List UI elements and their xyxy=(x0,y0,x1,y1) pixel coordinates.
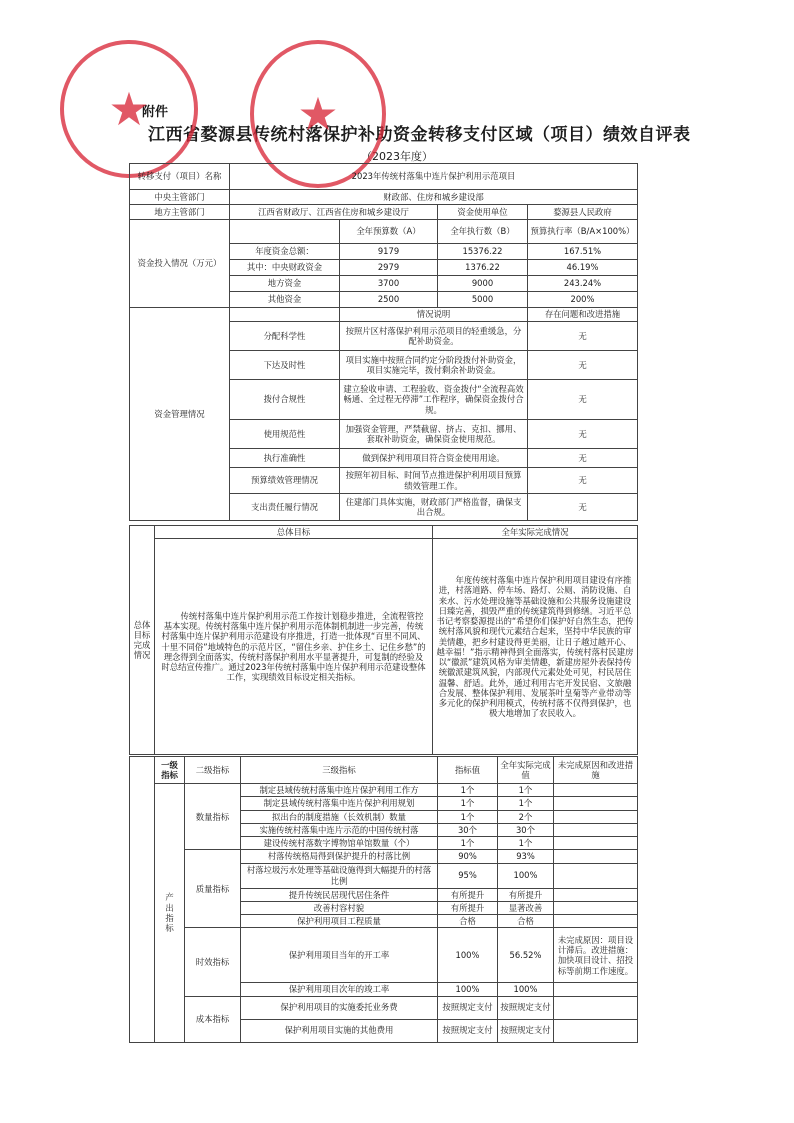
ind-row-target: 1个 xyxy=(438,784,498,797)
ind-row-reason xyxy=(554,996,638,1019)
funds-row-rate: 243.24% xyxy=(528,276,638,292)
ind-row-actual: 56.52% xyxy=(498,928,554,983)
funds-row-exec: 15376.22 xyxy=(438,244,528,260)
ind-row-actual: 按照规定支付 xyxy=(498,996,554,1019)
goals-label: 总体目标完成情况 xyxy=(130,526,155,755)
ind-row-target: 1个 xyxy=(438,837,498,850)
management-row-name: 预算绩效管理情况 xyxy=(230,468,340,494)
ind-row-reason xyxy=(554,983,638,996)
ind-row-reason xyxy=(554,850,638,863)
funds-row-rate: 200% xyxy=(528,292,638,308)
management-row-desc: 按照片区村落保护利用示范项目的轻重缓急，分配补助资金。 xyxy=(340,322,528,351)
management-col-desc: 情况说明 xyxy=(340,308,528,322)
ind-row-reason xyxy=(554,784,638,797)
ind-row-reason xyxy=(554,901,638,914)
ind-col-l3: 三级指标 xyxy=(241,757,438,784)
ind-row-name: 保护利用项目当年的开工率 xyxy=(241,928,438,983)
local-dept-label: 地方主管部门 xyxy=(130,205,230,220)
ind-row-reason xyxy=(554,915,638,928)
project-name-label: 转移支付（项目）名称 xyxy=(130,164,230,190)
ind-row-name: 实施传统村落集中连片示范的中国传统村落 xyxy=(241,823,438,836)
ind-row-reason xyxy=(554,797,638,810)
fund-unit-value: 婺源县人民政府 xyxy=(528,205,638,220)
funds-row-exec: 5000 xyxy=(438,292,528,308)
management-row-desc: 按照年初目标、时间节点推进保护利用项目预算绩效管理工作。 xyxy=(340,468,528,494)
ind-row-name: 提升传统民居现代居住条件 xyxy=(241,888,438,901)
central-dept-value: 财政部、住房和城乡建设部 xyxy=(230,190,638,205)
ind-row-name: 保护利用项目次年的竣工率 xyxy=(241,983,438,996)
star-icon: ★ xyxy=(297,87,339,141)
funds-row-name: 年度资金总额： xyxy=(230,244,340,260)
management-label: 资金管理情况 xyxy=(130,308,230,521)
ind-row-target: 按照规定支付 xyxy=(438,996,498,1019)
management-row-name: 执行准确性 xyxy=(230,449,340,468)
management-row-issue: 无 xyxy=(528,449,638,468)
ind-row-actual: 有所提升 xyxy=(498,888,554,901)
ind-row-name: 建设传统村落数字博物馆单馆数量（个） xyxy=(241,837,438,850)
management-row-issue: 无 xyxy=(528,380,638,420)
fund-unit-label: 资金使用单位 xyxy=(438,205,528,220)
ind-row-actual: 100% xyxy=(498,863,554,888)
ind-l1-output: 产出指标 xyxy=(155,784,185,1043)
ind-row-actual: 显著改善 xyxy=(498,901,554,914)
management-row-issue: 无 xyxy=(528,351,638,380)
ind-row-name: 改善村容村貌 xyxy=(241,901,438,914)
management-row-issue: 无 xyxy=(528,468,638,494)
funds-col-exec: 全年执行数（B） xyxy=(438,220,528,244)
management-row-desc: 加强资金管理，严禁截留、挤占、克扣、挪用、套取补助资金，确保资金使用规范。 xyxy=(340,420,528,449)
ind-row-reason: 未完成原因：项目设计滞后。改进措施：加快项目设计、招投标等前期工作速度。 xyxy=(554,928,638,983)
funds-row-budget: 2979 xyxy=(340,260,438,276)
ind-row-reason xyxy=(554,823,638,836)
ind-row-target: 1个 xyxy=(438,797,498,810)
ind-group-name: 时效指标 xyxy=(185,928,241,996)
management-row-issue: 无 xyxy=(528,494,638,521)
funds-row-exec: 1376.22 xyxy=(438,260,528,276)
ind-row-target: 90% xyxy=(438,850,498,863)
ind-row-name: 保护利用项目的实施委托业务费 xyxy=(241,996,438,1019)
ind-row-target: 100% xyxy=(438,983,498,996)
indicators-table xyxy=(129,756,638,1043)
management-row-desc: 做到保护利用项目符合资金使用用途。 xyxy=(340,449,528,468)
goals-col-goal: 总体目标 xyxy=(155,526,433,539)
goals-col-actual: 全年实际完成情况 xyxy=(433,526,638,539)
ind-row-name: 保护利用项目工程质量 xyxy=(241,915,438,928)
ind-row-reason xyxy=(554,837,638,850)
ind-row-reason xyxy=(554,1019,638,1042)
ind-row-actual: 合格 xyxy=(498,915,554,928)
funds-row-name: 地方资金 xyxy=(230,276,340,292)
funds-row-budget: 2500 xyxy=(340,292,438,308)
ind-col-actual: 全年实际完成值 xyxy=(498,757,554,784)
funds-row-exec: 9000 xyxy=(438,276,528,292)
ind-group-name: 数量指标 xyxy=(185,784,241,850)
ind-row-target: 30个 xyxy=(438,823,498,836)
ind-row-actual: 1个 xyxy=(498,837,554,850)
ind-group-name: 成本指标 xyxy=(185,996,241,1042)
funds-row-rate: 167.51% xyxy=(528,244,638,260)
project-name-value: 2023年传统村落集中连片保护利用示范项目 xyxy=(230,164,638,190)
management-row-issue: 无 xyxy=(528,322,638,351)
management-row-name: 分配科学性 xyxy=(230,322,340,351)
management-row-desc: 项目实施中按照合同约定分阶段拨付补助资金，项目实施完毕，拨付剩余补助资金。 xyxy=(340,351,528,380)
ind-row-actual: 30个 xyxy=(498,823,554,836)
funds-row-rate: 46.19% xyxy=(528,260,638,276)
ind-row-name: 制定县域传统村落集中连片保护利用工作方 xyxy=(241,784,438,797)
ind-row-actual: 100% xyxy=(498,983,554,996)
management-row-name: 下达及时性 xyxy=(230,351,340,380)
management-row-name: 使用规范性 xyxy=(230,420,340,449)
management-row-desc: 建立验收申请、工程验收、资金拨付“全流程高效畅通、全过程无停滞”工作程序，确保资金拨付合规。 xyxy=(340,380,528,420)
funds-row-budget: 3700 xyxy=(340,276,438,292)
management-row-name: 拨付合规性 xyxy=(230,380,340,420)
ind-row-target: 95% xyxy=(438,863,498,888)
overall-goals-table xyxy=(129,525,638,755)
management-col-issue: 存在问题和改进措施 xyxy=(528,308,638,322)
ind-row-name: 保护利用项目实施的其他费用 xyxy=(241,1019,438,1042)
ind-row-target: 100% xyxy=(438,928,498,983)
management-row-name: 支出责任履行情况 xyxy=(230,494,340,521)
ind-row-target: 按照规定支付 xyxy=(438,1019,498,1042)
goals-target-text: 传统村落集中连片保护利用示范工作按计划稳步推进，全流程管控基本实现。传统村落集中连片保护利用示范体制机制进一步完善，传统村落集中连片保护利用示范建设有序推进，打造一批体现“百里不同风、十里不同俗”地域特色的示范片区，“留住乡亲、护住乡土、记住乡愁”的理念得到全面落实，传统村落保护利用水平显著提升，可复制的经验及时总结宣传推广。通过2023年传统村落集中连片保护利用示范建设整体工作，实现绩效目标设定相关指标。 xyxy=(155,539,433,755)
ind-col-target: 指标值 xyxy=(438,757,498,784)
funds-label: 资金投入情况（万元） xyxy=(130,220,230,308)
local-dept-value: 江西省财政厅、江西省住房和城乡建设厅 xyxy=(230,205,438,220)
ind-row-target: 有所提升 xyxy=(438,901,498,914)
ind-group-name: 质量指标 xyxy=(185,850,241,928)
management-row-desc: 住建部门具体实施，财政部门严格监督，确保支出合规。 xyxy=(340,494,528,521)
ind-row-actual: 按照规定支付 xyxy=(498,1019,554,1042)
ind-row-target: 合格 xyxy=(438,915,498,928)
ind-col-reason: 未完成原因和改进措施 xyxy=(554,757,638,784)
funds-col-rate: 预算执行率（B/A×100%） xyxy=(528,220,638,244)
report-year: （2023年度） xyxy=(361,150,433,163)
ind-row-reason xyxy=(554,863,638,888)
funds-col-budget: 全年预算数（A） xyxy=(340,220,438,244)
ind-row-target: 1个 xyxy=(438,810,498,823)
ind-col-l1: 一级指标 xyxy=(155,757,185,784)
housing-bureau-seal xyxy=(60,40,198,178)
basic-info-table xyxy=(129,163,638,521)
ind-row-actual: 1个 xyxy=(498,784,554,797)
ind-row-actual: 93% xyxy=(498,850,554,863)
ind-row-reason xyxy=(554,888,638,901)
ind-col-l2: 二级指标 xyxy=(185,757,241,784)
ind-row-name: 村落垃圾污水处理等基础设施得到大幅提升的村落比例 xyxy=(241,863,438,888)
management-row-issue: 无 xyxy=(528,420,638,449)
attachment-label: 附件 xyxy=(142,105,169,120)
ind-row-actual: 1个 xyxy=(498,797,554,810)
ind-row-reason xyxy=(554,810,638,823)
goals-actual-text: 年度传统村落集中连片保护利用项目建设有序推进，村落道路、停车场、路灯、公厕、消防设施、自来水、污水处理设施等基础设施和公共服务设施建设日臻完善，损毁严重的传统建筑得到修缮。习近平总书记考察婺源提出的“希望你们保护好自然生态，把传统村落风貌和现代元素结合起来，坚持中华民族的审美情趣，把乡村建设得更美丽，让日子越过越开心、越幸福！”指示精神得到全面落实，传统村落村民建房以“徽派”建筑风格为审美情趣，新建房屋外表保持传统徽派建筑风貌，内部现代元素处处可见，村民居住温馨、舒适。此外，通过利用古宅开发民宿、文旅融合发展、整体保护利用、发展茶叶皇菊等产业带动等多元化的保护利用模式，传统村落不仅得到保护，也极大地增加了农民收入。 xyxy=(433,539,638,755)
ind-row-name: 村落传统格局得到保护提升的村落比例 xyxy=(241,850,438,863)
ind-row-name: 拟出台的制度措施（长效机制）数量 xyxy=(241,810,438,823)
central-dept-label: 中央主管部门 xyxy=(130,190,230,205)
funds-row-name: 其中：中央财政资金 xyxy=(230,260,340,276)
page-title: 江西省婺源县传统村落保护补助资金转移支付区域（项目）绩效自评表 xyxy=(148,125,691,145)
ind-row-actual: 2个 xyxy=(498,810,554,823)
ind-row-name: 制定县域传统村落集中连片保护利用规划 xyxy=(241,797,438,810)
funds-row-budget: 9179 xyxy=(340,244,438,260)
ind-row-target: 有所提升 xyxy=(438,888,498,901)
star-icon: ★ xyxy=(108,82,150,136)
funds-row-name: 其他资金 xyxy=(230,292,340,308)
